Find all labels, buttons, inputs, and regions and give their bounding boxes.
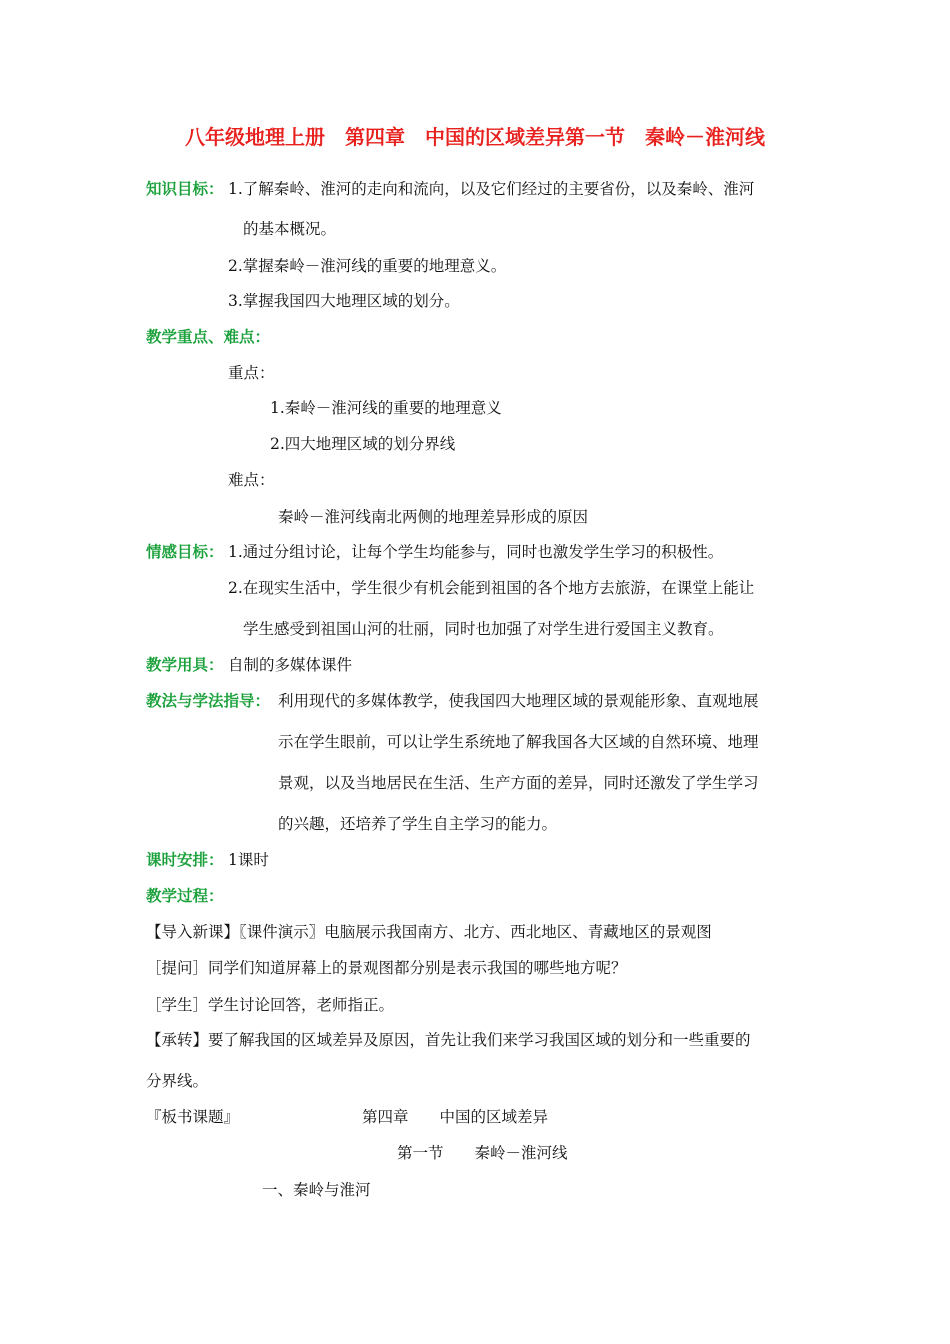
emotion-goal-item-2-cont: 学生感受到祖国山河的壮丽，同时也加强了对学生进行爱国主义教育。 [243,620,724,638]
board-section: 第一节 秦岭－淮河线 [397,1144,568,1162]
emotion-goal-item-2: 2.在现实生活中，学生很少有机会能到祖国的各个地方去旅游，在课堂上能让 [228,579,755,597]
difficulty-label: 难点： [228,471,275,489]
board-title-label: 『板书课题』 [146,1108,240,1126]
focus-label: 教学重点、难点： [146,328,271,346]
method-line-1: 利用现代的多媒体教学，使我国四大地理区域的景观能形象、直观地展 [278,692,759,710]
tools-text: 自制的多媒体课件 [228,656,353,674]
board-chapter: 第四章 中国的区域差异 [362,1108,549,1126]
process-transition-cont: 分界线。 [146,1072,209,1090]
key-point-2: 2.四大地理区域的划分界线 [270,435,456,453]
knowledge-goal-item-3: 3.掌握我国四大地理区域的划分。 [228,292,460,310]
method-line-4: 的兴趣，还培养了学生自主学习的能力。 [278,815,558,833]
schedule-text: 1课时 [228,851,269,869]
key-point-label: 重点： [228,364,275,382]
method-line-2: 示在学生眼前，可以让学生系统地了解我国各大区域的自然环境、地理 [278,733,759,751]
difficulty-1: 秦岭－淮河线南北两侧的地理差异形成的原因 [278,508,589,526]
method-line-3: 景观，以及当地居民在生活、生产方面的差异，同时还激发了学生学习 [278,774,759,792]
process-intro: 【导入新课】〖课件演示〗电脑展示我国南方、北方、西北地区、青藏地区的景观图 [146,923,712,941]
emotion-goal-label: 情感目标： [146,543,224,561]
process-question: ［提问］同学们知道屏幕上的景观图都分别是表示我国的哪些地方呢？ [146,959,627,977]
knowledge-goal-item-1: 1.了解秦岭、淮河的走向和流向，以及它们经过的主要省份，以及秦岭、淮河 [228,180,755,198]
board-item-1: 一、秦岭与淮河 [262,1181,371,1199]
emotion-goal-item-1: 1.通过分组讨论，让每个学生均能参与，同时也激发学生学习的积极性。 [228,543,724,561]
process-student: ［学生］学生讨论回答，老师指正。 [146,996,395,1014]
document-title: 八年级地理上册 第四章 中国的区域差异第一节 秦岭－淮河线 [185,125,765,149]
process-label: 教学过程： [146,887,224,905]
method-label: 教法与学法指导： [146,692,271,710]
process-transition: 【承转】要了解我国的区域差异及原因，首先让我们来学习我国区域的划分和一些重要的 [146,1031,751,1049]
schedule-label: 课时安排： [146,851,224,869]
key-point-1: 1.秦岭－淮河线的重要的地理意义 [270,399,502,417]
knowledge-goal-label: 知识目标： [146,180,224,198]
tools-label: 教学用具： [146,656,224,674]
knowledge-goal-item-1-cont: 的基本概况。 [243,220,337,238]
knowledge-goal-item-2: 2.掌握秦岭－淮河线的重要的地理意义。 [228,257,507,275]
